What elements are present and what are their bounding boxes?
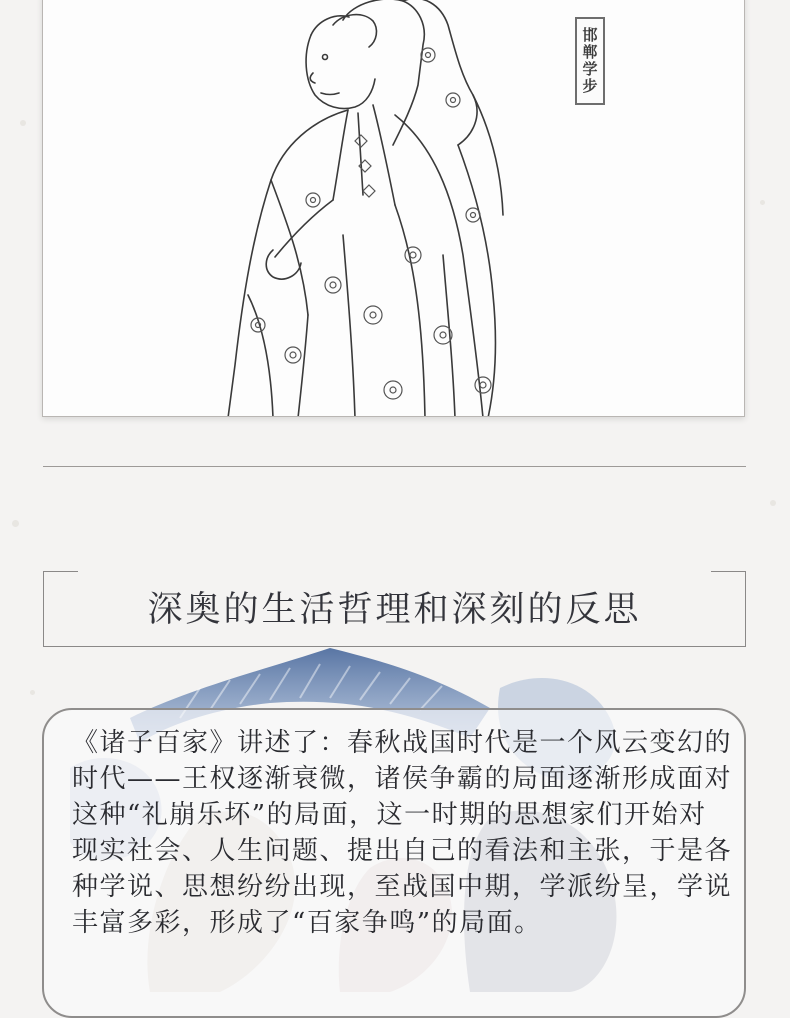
section-divider [43,466,746,467]
title-label: 邯郸学步 [575,17,605,105]
description-text: 《诸子百家》讲述了：春秋战国时代是一个风云变幻的时代——王权逐渐衰微，诸侯争霸的局面逐渐形成面对这种“礼崩乐坏”的局面，这一时期的思想家们开始对现实社会、人生问题、提出自己的看法和主张，于是各种学说、思想纷纷出现，至战国中期，学派纷呈，学说丰富多彩，形成了“百家争鸣”的局面。 [72,728,733,938]
illustration-card [42,0,745,417]
section-heading-box [43,571,746,647]
figure-line-drawing [43,0,745,417]
section-heading: 深奥的生活哲理和深刻的反思 [147,590,642,630]
